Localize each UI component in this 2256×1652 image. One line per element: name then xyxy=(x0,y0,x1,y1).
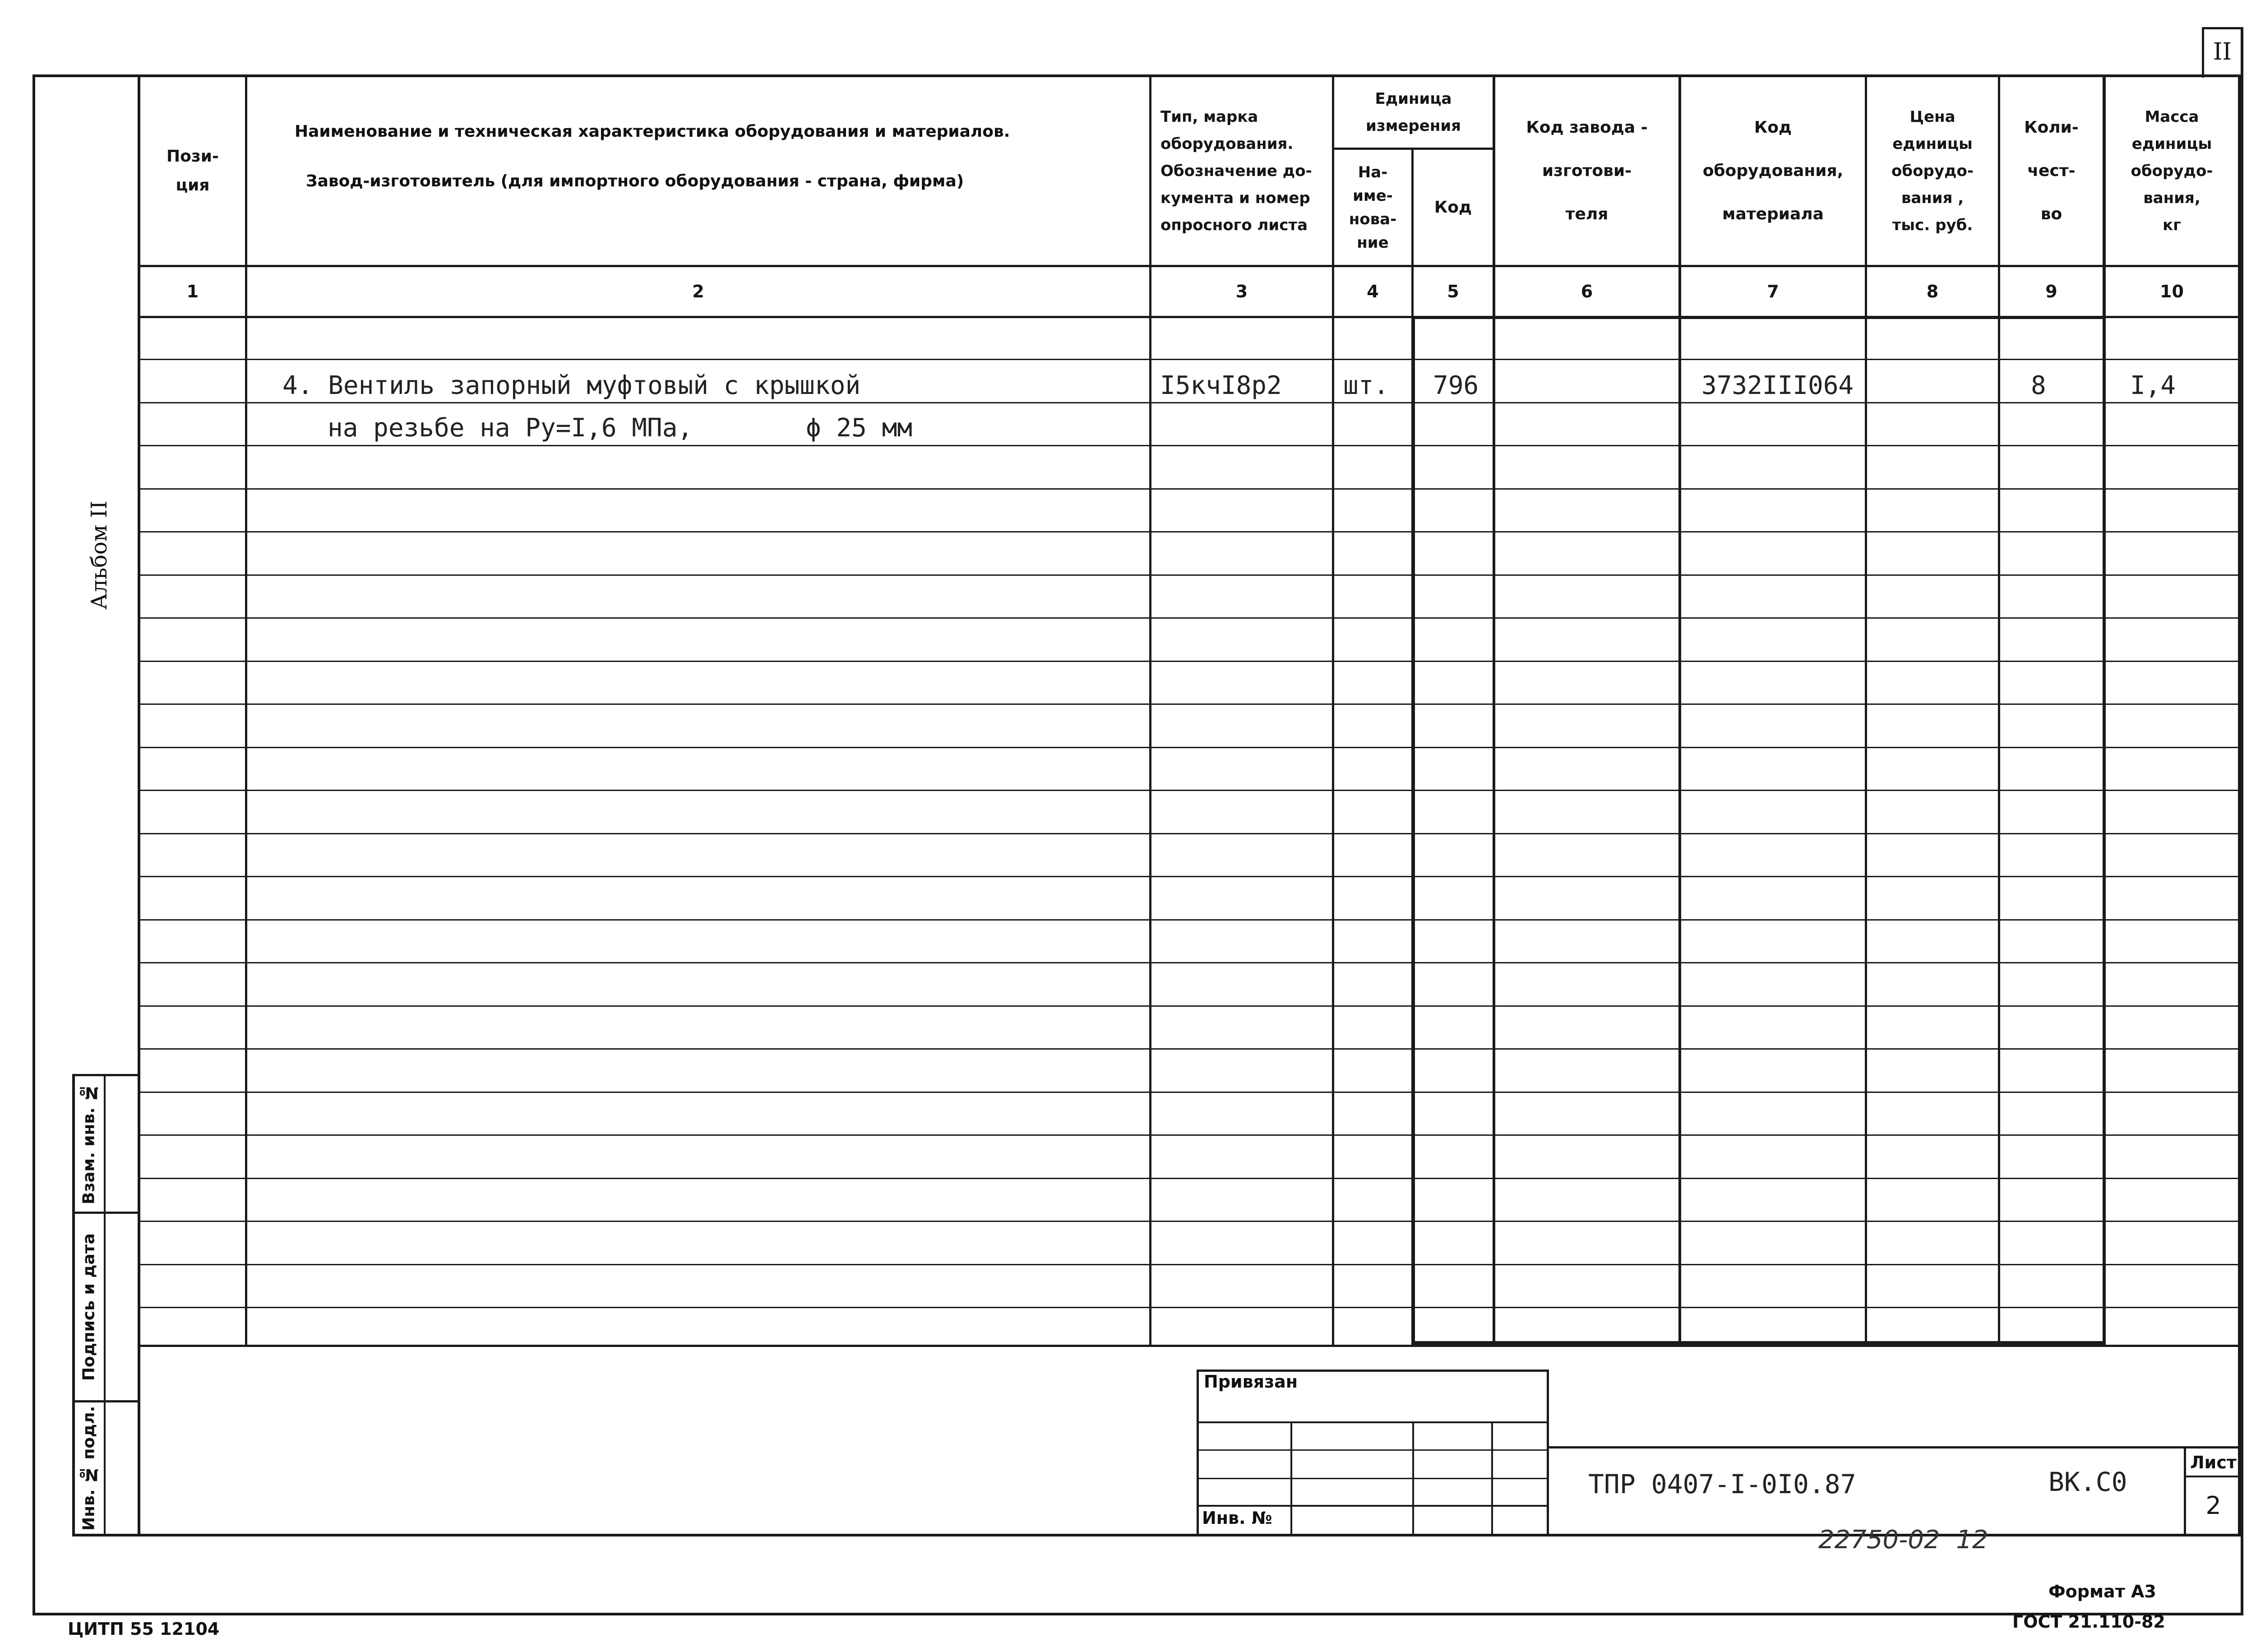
item-mass: I,4 xyxy=(2130,371,2176,400)
colnum-2: 2 xyxy=(692,282,704,301)
doc-mark: ВК.С0 xyxy=(2048,1467,2127,1497)
stamp-signature-date: Подпись и дата xyxy=(79,1233,98,1381)
colnum-10: 10 xyxy=(2160,282,2184,301)
item-name-line1: 4. Вентиль запорный муфтовый с крышкой xyxy=(282,371,861,400)
sheet-label: Лист xyxy=(2190,1453,2237,1472)
header-unit-name: На- име- нова- ние xyxy=(1349,163,1397,252)
item-equipment-code: 3732III064 xyxy=(1701,371,1854,400)
header-name-line1: Наименование и техническая характеристика оборудования и материалов. xyxy=(295,122,1010,141)
colnum-1: 1 xyxy=(186,282,199,301)
item-diameter: ϕ 25 мм xyxy=(806,413,913,443)
colnum-5: 5 xyxy=(1447,282,1459,301)
sheet-corner-number: II xyxy=(2213,38,2232,65)
colnum-3: 3 xyxy=(1235,282,1248,301)
header-unit-code: Код xyxy=(1434,198,1472,217)
header-unit-group: Единица измерения xyxy=(1366,90,1461,135)
stamp-inv-original: Инв. № подл. xyxy=(79,1406,98,1531)
header-price: Цена единицы оборудо- вания , тыс. руб. xyxy=(1891,108,1974,234)
frame-right xyxy=(2241,27,2243,1615)
colnum-9: 9 xyxy=(2045,282,2057,301)
header-quantity: Коли- чест- во xyxy=(2024,118,2079,223)
album-label: Альбом II xyxy=(87,500,112,610)
colnum-7: 7 xyxy=(1767,282,1779,301)
stamp-replace-inv: Взам. инв. № xyxy=(79,1083,98,1205)
org-label: ЦИТП 55 12104 xyxy=(68,1619,220,1639)
colnum-8: 8 xyxy=(1926,282,1939,301)
header-name-line2: Завод-изготовитель (для импортного оборудования - страна, фирма) xyxy=(306,172,964,190)
frame-bottom xyxy=(32,1613,2243,1615)
format-label: Формат А3 xyxy=(2048,1582,2156,1601)
binding-title: Привязан xyxy=(1204,1372,1298,1392)
colnum-6: 6 xyxy=(1581,282,1593,301)
item-name-line2: на резьбе на Ру=I,6 МПа, xyxy=(328,413,693,443)
header-name xyxy=(247,77,1149,265)
item-quantity: 8 xyxy=(2031,371,2046,400)
handwritten-number: 22750-02 12 xyxy=(1818,1525,1988,1555)
frame-left xyxy=(32,74,35,1615)
header-mass: Масса единицы оборудо- вания, кг xyxy=(2131,108,2213,234)
header-equipment-code: Код оборудования, материала xyxy=(1702,118,1844,223)
header-factory-code: Код завода - изготови- теля xyxy=(1526,118,1648,223)
header-type: Тип, марка оборудования. Обозначение до- кумента и номер опросного листа xyxy=(1160,108,1312,234)
binding-inv-label: Инв. № xyxy=(1202,1508,1272,1528)
colnum-4: 4 xyxy=(1367,282,1379,301)
sheet-number: 2 xyxy=(2205,1491,2221,1520)
header-position: Пози- ция xyxy=(166,147,219,194)
table-row xyxy=(140,360,2238,445)
gost-label: ГОСТ 21.110-82 xyxy=(2012,1612,2165,1632)
doc-code: ТПР 0407-I-0I0.87 xyxy=(1588,1469,1856,1499)
item-type: I5кчI8р2 xyxy=(1160,371,1282,400)
item-unit: шт. xyxy=(1343,371,1389,400)
item-unit-code: 796 xyxy=(1433,371,1479,400)
